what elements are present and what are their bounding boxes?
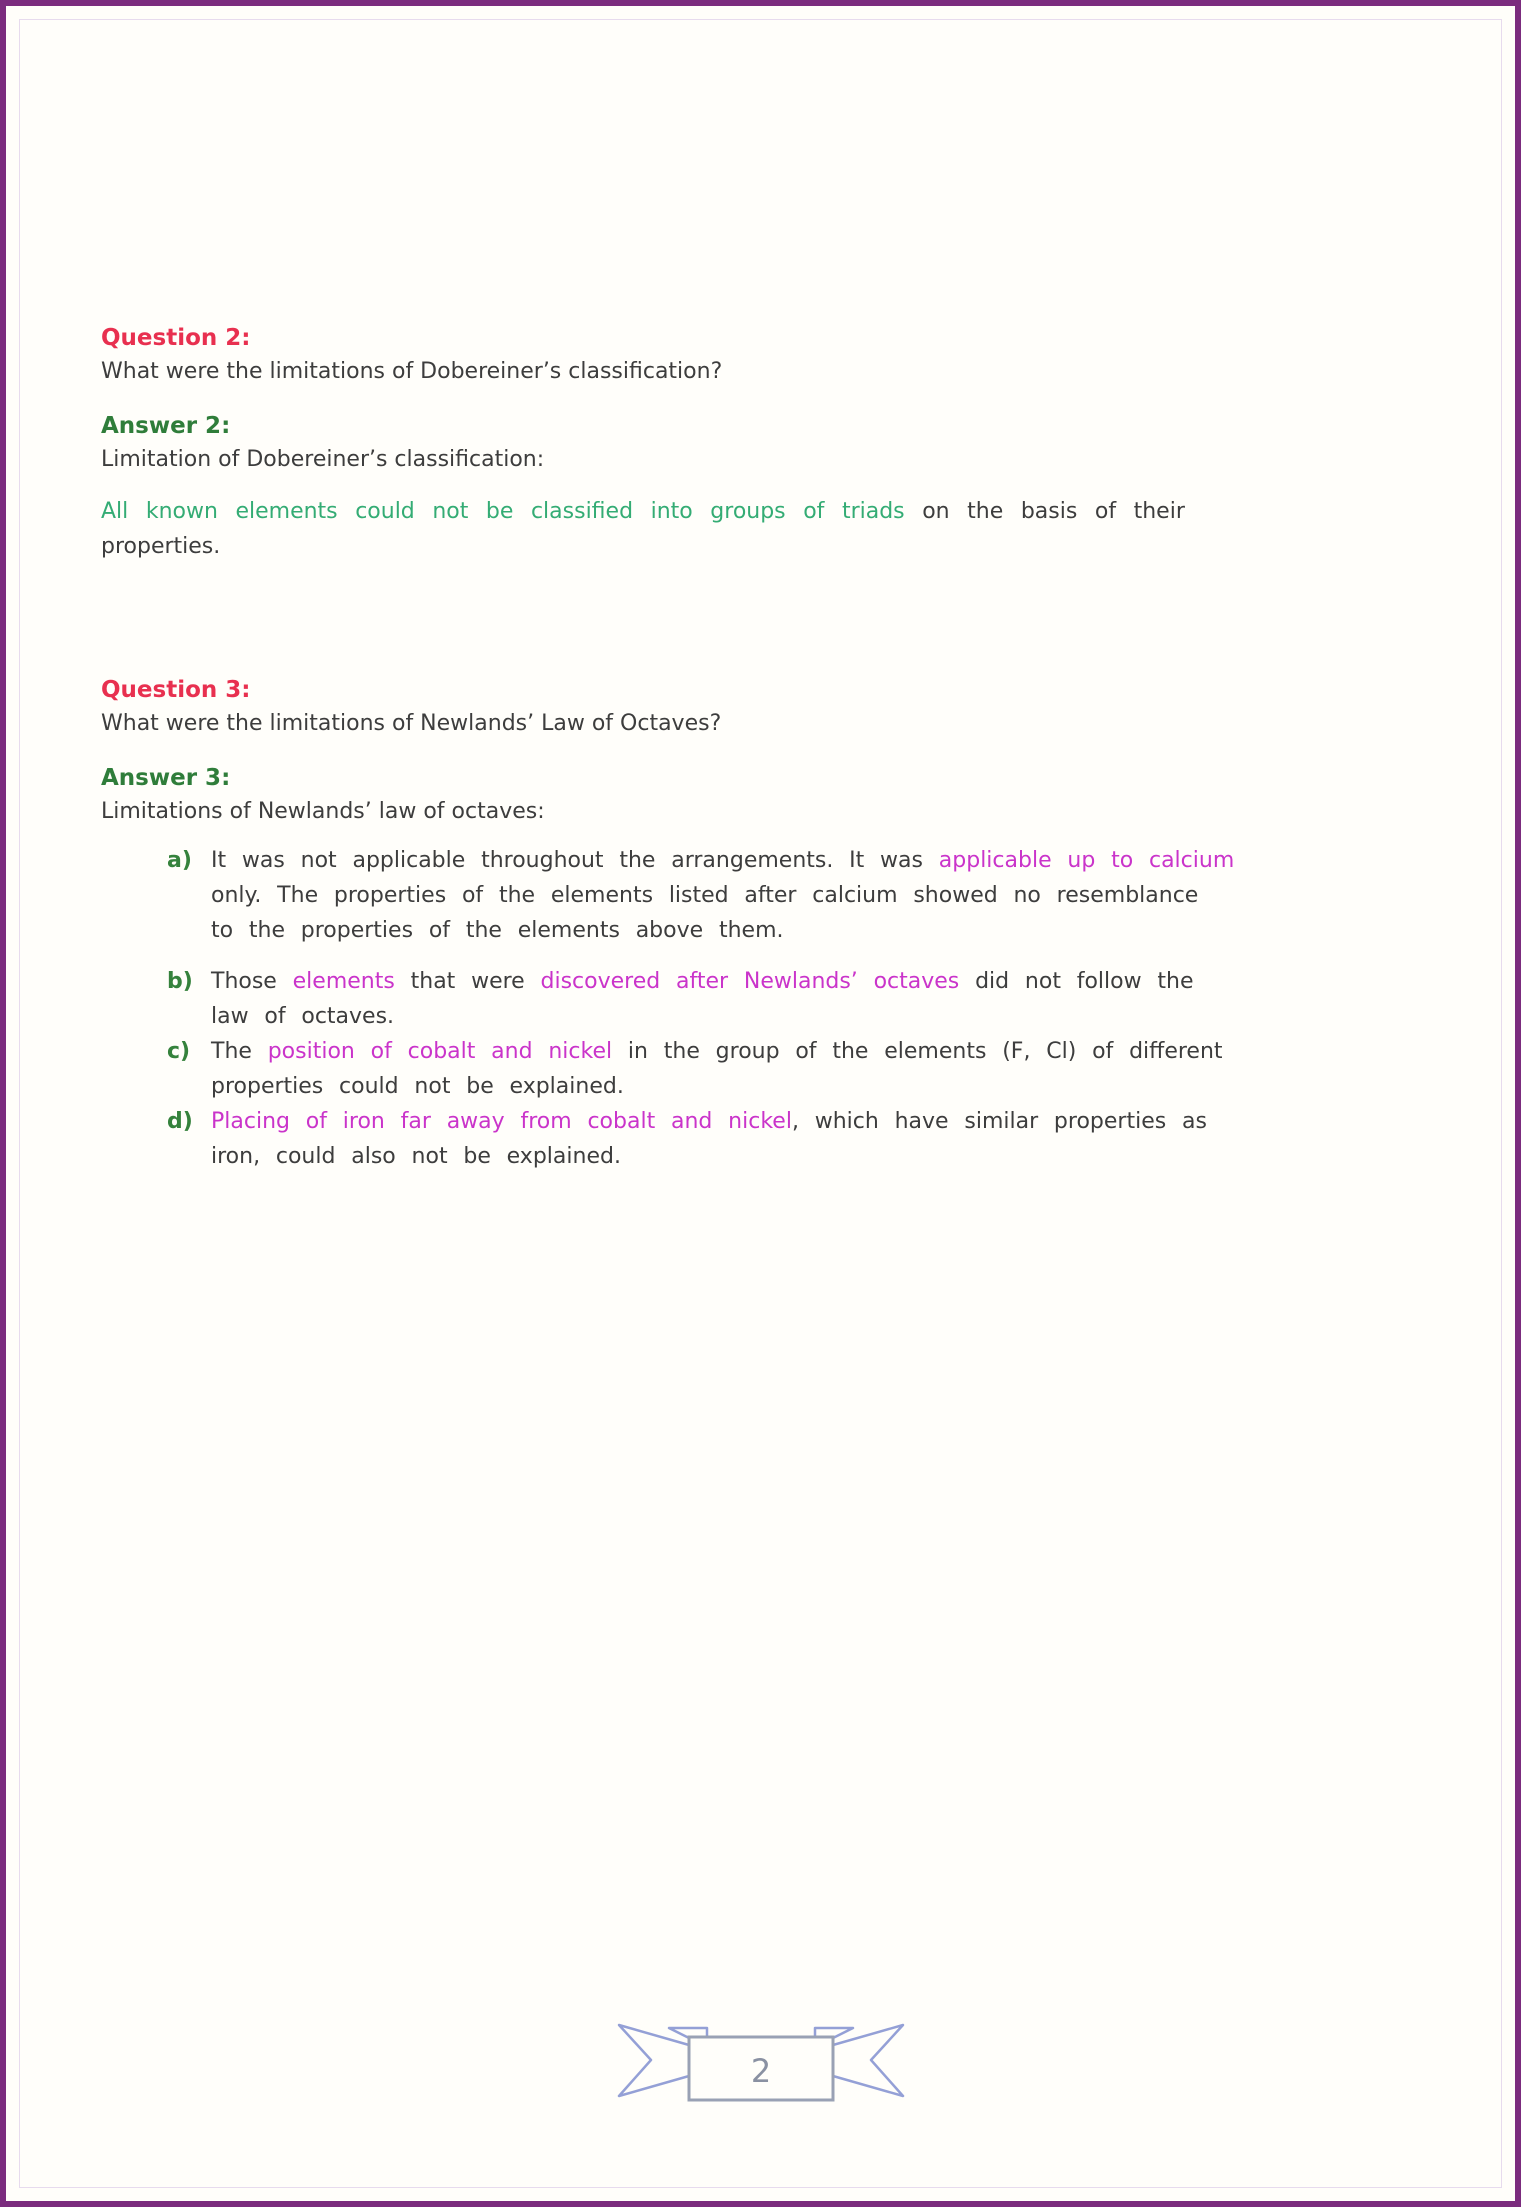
text-segment-body: that were: [394, 969, 541, 994]
text-segment-green: All known elements could not be classified into groups of triads: [101, 499, 905, 524]
text-segment-body: law of octaves.: [211, 1004, 395, 1029]
text-segment-body: only. The properties of the elements listed after calcium showed no resemblance: [211, 883, 1199, 908]
qa-section: [101, 674, 1425, 1174]
list-item-text: [211, 843, 1425, 948]
list-item: [101, 1034, 1425, 1104]
answer-label: Answer 2:: [101, 413, 231, 439]
list-item-text: [211, 1034, 1425, 1104]
list-item: [101, 843, 1425, 948]
text-segment-magenta: discovered after Newlands’ octaves: [540, 969, 960, 994]
page-number-ribbon: [611, 2012, 911, 2104]
question-text: What were the limitations of Newlands’ Law of Octaves?: [101, 711, 722, 736]
qa-section: [101, 322, 1425, 564]
ribbon-left-tail: [619, 2025, 689, 2096]
list-item-text: [211, 964, 1425, 1034]
text-segment-body: It was not applicable throughout the arrangements. It was: [211, 848, 939, 873]
ribbon-right-tail: [833, 2025, 903, 2096]
list-item-marker: b): [167, 969, 193, 994]
answer-list: [101, 843, 1425, 1174]
text-segment-body: Those: [211, 969, 293, 994]
list-item-marker: d): [167, 1109, 193, 1134]
text-segment-body: The: [211, 1039, 268, 1064]
list-item: [101, 964, 1425, 1034]
text-segment-body: to the properties of the elements above them.: [211, 918, 784, 943]
text-segment-magenta: applicable up to calcium: [938, 848, 1235, 873]
text-segment-body: properties.: [101, 534, 221, 559]
answer-label: Answer 3:: [101, 765, 231, 791]
question-label: Question 2:: [101, 325, 251, 351]
list-item-marker: c): [167, 1039, 191, 1064]
text-segment-body: , which have similar properties as: [791, 1109, 1207, 1134]
text-segment-magenta: position of cobalt and nickel: [267, 1039, 613, 1064]
text-segment-body: in the group of the elements (F, Cl) of different: [612, 1039, 1223, 1064]
list-item: [101, 1104, 1425, 1174]
answer-intro: Limitations of Newlands’ law of octaves:: [101, 799, 545, 824]
qa-sections: [6, 6, 1515, 1174]
answer-paragraph: [101, 494, 1425, 564]
text-segment-body: on the basis of their: [904, 499, 1185, 524]
question-label: Question 3:: [101, 677, 251, 703]
text-segment-body: did not follow the: [959, 969, 1194, 994]
page-number: 2: [750, 2052, 771, 2090]
text-segment-body: iron, could also not be explained.: [211, 1144, 621, 1169]
text-segment-magenta: Placing of iron far away from cobalt and nickel: [211, 1109, 792, 1134]
question-text: What were the limitations of Dobereiner’s classification?: [101, 359, 723, 384]
list-item-marker: a): [167, 848, 192, 873]
text-segment-magenta: elements: [292, 969, 395, 994]
answer-intro: Limitation of Dobereiner’s classification:: [101, 447, 545, 472]
answer-paragraphs: [101, 494, 1425, 564]
text-segment-body: properties could not be explained.: [211, 1074, 624, 1099]
list-item-text: [211, 1104, 1425, 1174]
